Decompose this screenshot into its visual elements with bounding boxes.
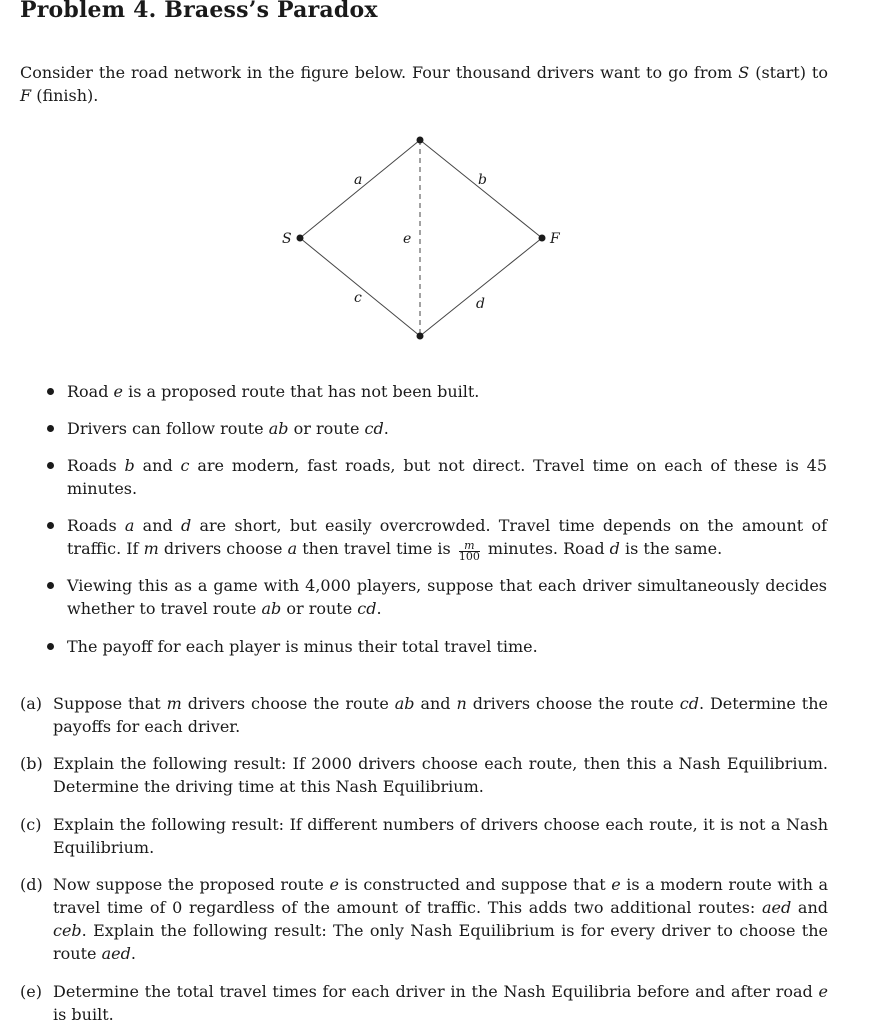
question-c: (c) Explain the following result: If different numbers of drivers choose each route, it is not a Nash Equilibrium. xyxy=(20,815,828,857)
intro-paragraph: Consider the road network in the figure below. Four thousand drivers want to go from S (start) to F (finish). xyxy=(20,63,828,105)
question-e: (e) Determine the total travel times for each driver in the Nash Equilibria before and after road e is built. xyxy=(20,982,828,1024)
problem-title: Problem 4. Braess’s Paradox xyxy=(20,0,378,23)
travel-time-fraction: $\frac{m}{100}$ xyxy=(458,539,480,563)
bullet-game: Viewing this as a game with 4,000 players, suppose that each driver simultaneously decides whether to travel route ab or route cd. xyxy=(47,574,827,620)
label-f: F xyxy=(550,231,560,247)
road-b-line xyxy=(420,140,542,238)
road-d-line xyxy=(420,238,542,336)
node-s xyxy=(297,235,304,242)
question-a: (a) Suppose that m drivers choose the route ab and n drivers choose the route cd. Determine the payoffs for each driver. xyxy=(20,694,828,736)
bullet-routes: Drivers can follow route ab or route cd. xyxy=(47,417,827,440)
question-d: (d) Now suppose the proposed route e is constructed and suppose that e is a modern route with a travel time of 0 regardless of the amount of traffic. This adds two additional routes: aed and ceb. Explain the following result: The only Nash Equilibrium is for every driver to choose the route aed. xyxy=(20,875,829,963)
question-b: (b) Explain the following result: If 2000 drivers choose each route, then this a Nash Equilibrium. Determine the driving time at this Nash Equilibrium. xyxy=(20,754,828,796)
node-bottom xyxy=(417,333,424,340)
node-top xyxy=(417,137,424,144)
label-b: b xyxy=(478,172,487,188)
road-network-diagram xyxy=(270,130,590,350)
bullet-short-roads: Roads a and d are short, but easily overcrowded. Travel time depends on the amount of traffic. If m drivers choose a then travel time is $\frac{m}{100}$ minutes. Road d is the same. xyxy=(47,514,827,562)
node-f xyxy=(539,235,546,242)
road-c-line xyxy=(300,238,420,336)
bullet-modern-roads: Roads b and c are modern, fast roads, but not direct. Travel time on each of these is 45 minutes. xyxy=(47,454,827,500)
label-c: c xyxy=(354,290,362,306)
label-s: S xyxy=(282,231,292,247)
bullet-payoff: The payoff for each player is minus their total travel time. xyxy=(47,635,827,658)
road-a-line xyxy=(300,140,420,238)
label-a: a xyxy=(354,172,363,188)
label-d: d xyxy=(476,296,485,312)
label-e: e xyxy=(403,231,412,247)
bullet-road-e: Road e is a proposed route that has not been built. xyxy=(47,380,827,403)
